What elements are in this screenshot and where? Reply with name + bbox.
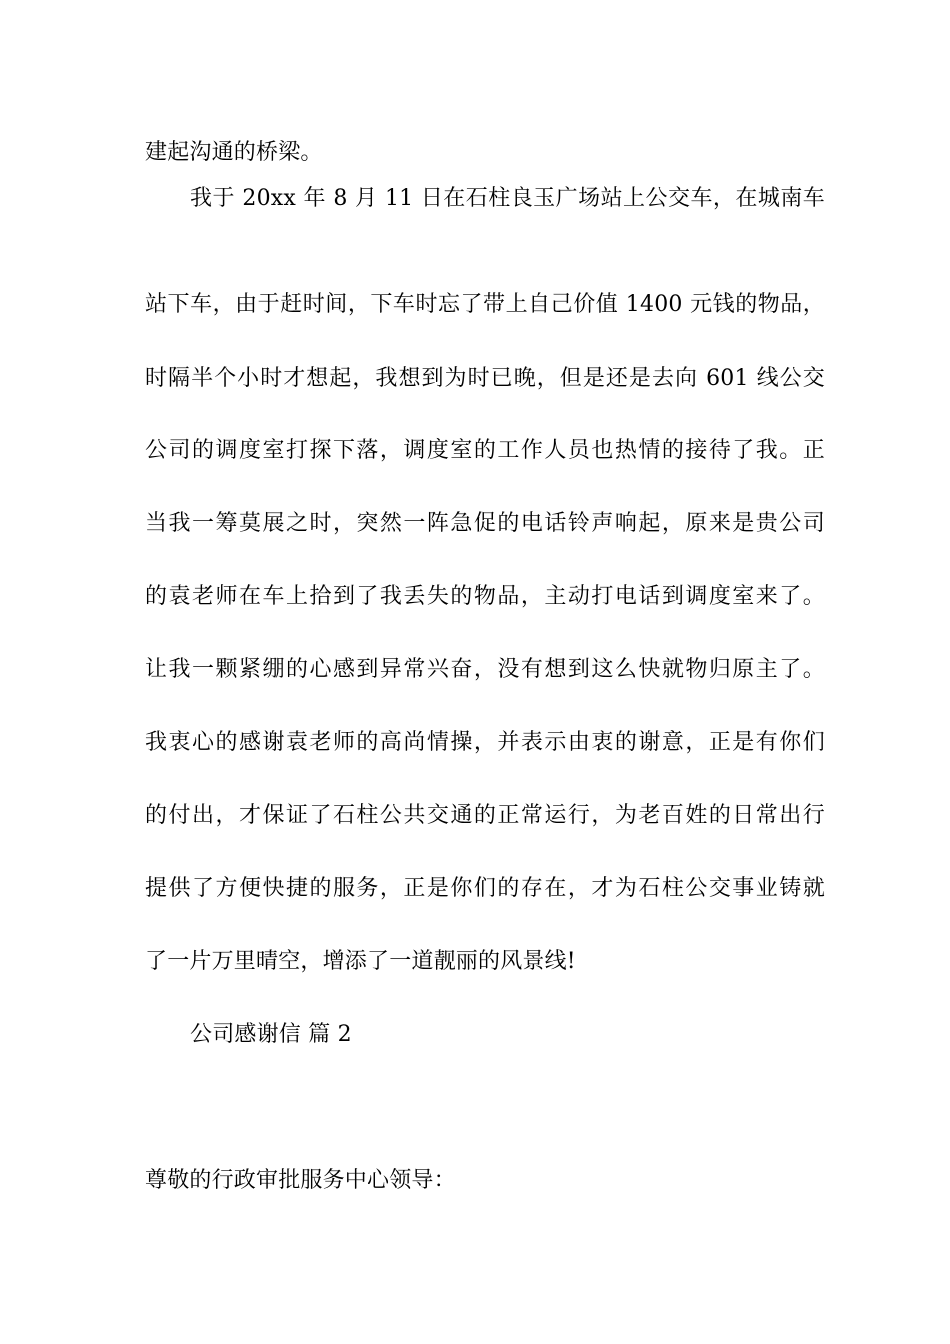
paragraph-line: 的袁老师在车上拾到了我丢失的物品，主动打电话到调度室来了。 <box>145 584 825 609</box>
paragraph-line: 让我一颗紧绷的心感到异常兴奋，没有想到这么快就物归原主了。 <box>145 657 825 682</box>
paragraph-line: 的付出，才保证了石柱公共交通的正常运行，为老百姓的日常出行 <box>145 803 825 828</box>
paragraph-line: 提供了方便快捷的服务，正是你们的存在，才为石柱公交事业铸就 <box>145 876 825 901</box>
paragraph-line: 当我一筹莫展之时，突然一阵急促的电话铃声响起，原来是贵公司 <box>145 511 825 536</box>
paragraph-line: 我衷心的感谢袁老师的高尚情操，并表示由衷的谢意，正是有你们 <box>145 730 825 755</box>
section-heading: 公司感谢信 篇 2 <box>190 1022 352 1047</box>
paragraph-line: 建起沟通的桥梁。 <box>145 140 323 165</box>
paragraph-line: 公司的调度室打探下落，调度室的工作人员也热情的接待了我。正 <box>145 438 825 463</box>
paragraph-line: 站下车，由于赶时间，下车时忘了带上自己价值 1400 元钱的物品， <box>145 292 825 317</box>
paragraph-line: 了一片万里晴空，增添了一道靓丽的风景线! <box>145 949 576 974</box>
paragraph-line: 时隔半个小时才想起，我想到为时已晚，但是还是去向 601 线公交 <box>145 366 825 391</box>
paragraph-line: 我于 20xx 年 8 月 11 日在石柱良玉广场站上公交车，在城南车 <box>190 186 825 211</box>
salutation: 尊敬的行政审批服务中心领导： <box>145 1168 456 1193</box>
